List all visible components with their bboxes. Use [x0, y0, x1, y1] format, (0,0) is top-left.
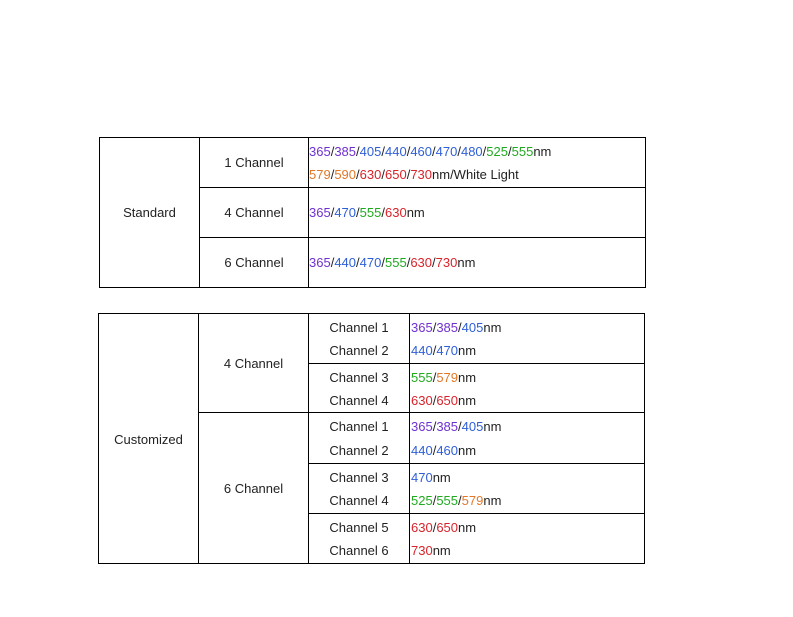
table-border: [308, 513, 645, 514]
separator: /: [381, 167, 385, 182]
separator: /: [356, 144, 360, 159]
separator: /: [458, 493, 462, 508]
wavelength-value: 440: [334, 255, 357, 270]
wavelength-list: [411, 393, 476, 409]
table-border: [99, 287, 646, 288]
wavelength-value: 579: [436, 370, 459, 385]
category-label-customized: Customized: [114, 432, 183, 447]
wavelength-list: [411, 493, 501, 509]
wavelength-value: 365: [309, 205, 331, 220]
wavelength-list: [309, 144, 551, 160]
wavelength-value: 440: [411, 443, 433, 458]
wavelength-value: 470: [411, 470, 433, 485]
separator: /: [432, 520, 437, 535]
wavelength-value: 650: [436, 393, 459, 408]
wavelength-value: 460: [410, 144, 433, 159]
separator: /: [432, 343, 437, 358]
wavelength-value: 405: [461, 419, 484, 434]
channel-name: Channel 5: [329, 520, 389, 535]
unit-label: nm: [483, 493, 502, 508]
table-border: [99, 137, 646, 138]
wavelength-list: [411, 543, 451, 559]
wavelength-value: 730: [435, 255, 458, 270]
unit-label: nm: [483, 320, 502, 335]
channel-name: Channel 4: [329, 393, 389, 408]
channel-name: Channel 2: [329, 343, 389, 358]
wavelength-value: 385: [436, 320, 459, 335]
wavelength-list: [309, 255, 475, 271]
wavelength-value: 405: [461, 320, 484, 335]
separator: /: [381, 255, 385, 270]
table-border: [199, 187, 646, 188]
table-border: [409, 313, 410, 564]
wavelength-value: 730: [411, 543, 433, 558]
separator: /: [432, 320, 437, 335]
wavelength-value: 385: [334, 144, 357, 159]
unit-label: nm: [458, 443, 477, 458]
unit-label: nm: [533, 144, 552, 159]
wavelength-value: 730: [410, 167, 433, 182]
wavelength-value: 470: [435, 144, 458, 159]
wavelength-value: 470: [359, 255, 382, 270]
wavelength-list: [411, 520, 476, 536]
wavelength-value: 579: [461, 493, 484, 508]
separator: /: [381, 205, 385, 220]
table-border: [198, 313, 199, 564]
separator: /: [432, 493, 437, 508]
wavelength-value: 460: [436, 443, 459, 458]
channel-name: Channel 4: [329, 493, 389, 508]
separator: /: [406, 255, 411, 270]
wavelength-value: 555: [436, 493, 459, 508]
wavelength-value: 525: [411, 493, 433, 508]
separator: /: [432, 370, 437, 385]
wavelength-value: 630: [411, 520, 433, 535]
separator: /: [432, 419, 437, 434]
table-border: [198, 412, 645, 413]
separator: /: [482, 144, 487, 159]
separator: /: [330, 144, 335, 159]
wavelength-value: 630: [384, 205, 407, 220]
wavelength-value: 525: [486, 144, 508, 159]
separator: /: [330, 167, 335, 182]
wavelength-value: 555: [384, 255, 407, 270]
unit-label: nm: [483, 419, 502, 434]
wavelength-value: 555: [411, 370, 433, 385]
unit-label: nm: [458, 343, 477, 358]
separator: /: [330, 205, 335, 220]
separator: /: [330, 255, 335, 270]
separator: /: [381, 144, 385, 159]
wavelength-value: 650: [436, 520, 459, 535]
wavelength-list: [411, 443, 476, 459]
wavelength-list: [411, 320, 501, 336]
wavelength-value: 590: [334, 167, 357, 182]
separator: /: [458, 419, 462, 434]
wavelength-value: 365: [309, 144, 331, 159]
separator: /: [432, 443, 437, 458]
wavelength-value: 630: [410, 255, 433, 270]
unit-label: nm: [406, 205, 425, 220]
channel-count-label: 4 Channel: [224, 205, 284, 220]
separator: /: [356, 205, 360, 220]
wavelength-value: 555: [359, 205, 382, 220]
wavelength-value: 630: [411, 393, 433, 408]
wavelength-value: 385: [436, 419, 459, 434]
separator: /: [406, 167, 411, 182]
table-border: [308, 363, 645, 364]
category-label-standard: Standard: [123, 205, 176, 220]
wavelength-list: [309, 205, 425, 221]
wavelength-value: 579: [309, 167, 331, 182]
wavelength-value: 440: [411, 343, 433, 358]
separator: /: [432, 393, 437, 408]
unit-label: nm: [458, 370, 477, 385]
channel-count-label: 6 Channel: [224, 255, 284, 270]
table-border: [199, 237, 646, 238]
wavelength-list: [411, 370, 476, 386]
wavelength-value: 365: [411, 419, 433, 434]
channel-name: Channel 1: [329, 419, 389, 434]
wavelength-list: [411, 419, 501, 435]
channel-name: Channel 2: [329, 443, 389, 458]
channel-name: Channel 3: [329, 370, 389, 385]
table-border: [644, 313, 645, 564]
wavelength-list: [411, 470, 451, 486]
separator: /: [356, 167, 360, 182]
separator: /: [432, 255, 436, 270]
channel-count-label: 6 Channel: [223, 481, 284, 496]
separator: /: [356, 255, 360, 270]
separator: /: [457, 144, 461, 159]
channel-count-label: 1 Channel: [224, 155, 284, 170]
separator: /: [406, 144, 411, 159]
table-border: [98, 563, 645, 564]
unit-label: nm: [457, 255, 476, 270]
table-border: [98, 313, 645, 314]
wavelength-value: 365: [309, 255, 331, 270]
wavelength-value: 480: [460, 144, 483, 159]
channel-name: Channel 3: [329, 470, 389, 485]
channel-name: Channel 6: [329, 543, 389, 558]
wavelength-list: [309, 167, 519, 183]
wavelength-value: 470: [436, 343, 459, 358]
unit-label: nm: [432, 470, 451, 485]
wavelength-value: 440: [384, 144, 407, 159]
wavelength-value: 555: [511, 144, 534, 159]
unit-label: nm: [458, 393, 477, 408]
wavelength-value: 470: [334, 205, 357, 220]
wavelength-value: 650: [384, 167, 407, 182]
unit-label: nm/White Light: [432, 167, 519, 182]
wavelength-value: 630: [359, 167, 382, 182]
separator: /: [458, 320, 462, 335]
channel-count-label: 4 Channel: [223, 356, 284, 371]
unit-label: nm: [432, 543, 451, 558]
separator: /: [432, 144, 436, 159]
channel-name: Channel 1: [329, 320, 389, 335]
table-border: [308, 463, 645, 464]
table-border: [645, 137, 646, 288]
unit-label: nm: [458, 520, 477, 535]
separator: /: [508, 144, 512, 159]
wavelength-list: [411, 343, 476, 359]
wavelength-value: 365: [411, 320, 433, 335]
wavelength-value: 405: [359, 144, 382, 159]
